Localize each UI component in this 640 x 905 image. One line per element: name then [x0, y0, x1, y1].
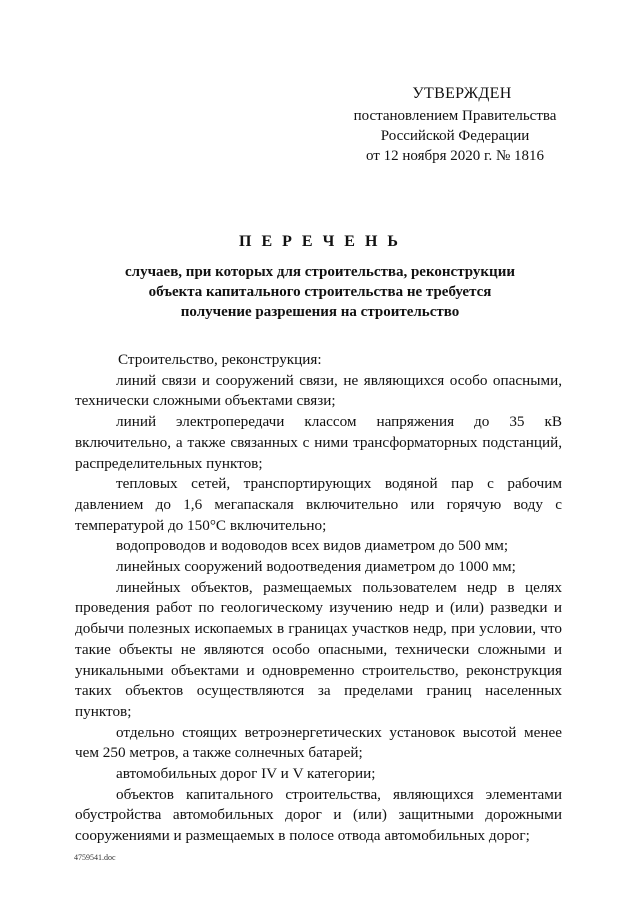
- approval-decree: постановлением Правительства: [353, 108, 557, 124]
- approval-date-number: от 12 ноября 2020 г. № 1816: [365, 148, 545, 164]
- list-item: автомобильных дорог IV и V категории;: [116, 765, 376, 783]
- subtitle-line: получение разрешения на строительство: [180, 304, 460, 320]
- list-item: линий связи и сооружений связи, не являющихся особо опасными, технически сложными объектами связи;: [75, 371, 562, 410]
- document-subtitle: [80, 262, 560, 322]
- subtitle-line: объекта капитального строительства не требуется: [148, 284, 492, 300]
- approval-title: УТВЕРЖДЕН: [412, 85, 512, 102]
- subtitle-line: случаев, при которых для строительства, реконструкции: [125, 264, 515, 280]
- approval-block: [350, 84, 560, 166]
- list-item: линейных объектов, размещаемых пользователем недр в целях проведения работ по геологическому изучению недр и (или) разведки и добычи полезных ископаемых в границах участков недр, при условии, что такие объекты не являются особо опасными, технически сложными и уникальными объектами и одновременно строительство, реконструкция таких объектов осуществляются за пределами границ населенных пунктов;: [75, 578, 562, 720]
- document-body: [75, 350, 562, 847]
- list-item: объектов капитального строительства, являющихся элементами обустройства автомобильных дорог и (или) защитными дорожными сооружениями и размещаемых в полосе отвода автомобильных дорог;: [75, 785, 562, 845]
- list-item: линейных сооружений водоотведения диаметром до 1000 мм;: [116, 558, 516, 576]
- file-reference: 4759541.doc: [74, 853, 116, 862]
- list-item: водопроводов и водоводов всех видов диаметром до 500 мм;: [116, 537, 509, 555]
- body-intro: Строительство, реконструкция:: [118, 351, 322, 368]
- list-item: линий электропередачи классом напряжения до 35 кВ включительно, а также связанных с ними трансформаторных подстанций, распределительных пунктов;: [75, 413, 562, 472]
- list-item: тепловых сетей, транспортирующих водяной пар с рабочим давлением до 1,6 мегапаскаля включительно или горячую воду с температурой до 150°С включительно;: [75, 475, 562, 534]
- list-item: отдельно стоящих ветроэнергетических установок высотой менее чем 250 метров, а также солнечных батарей;: [75, 723, 562, 762]
- approval-government: Российской Федерации: [380, 128, 530, 144]
- document-title: П Е Р Е Ч Е Н Ь: [239, 233, 401, 250]
